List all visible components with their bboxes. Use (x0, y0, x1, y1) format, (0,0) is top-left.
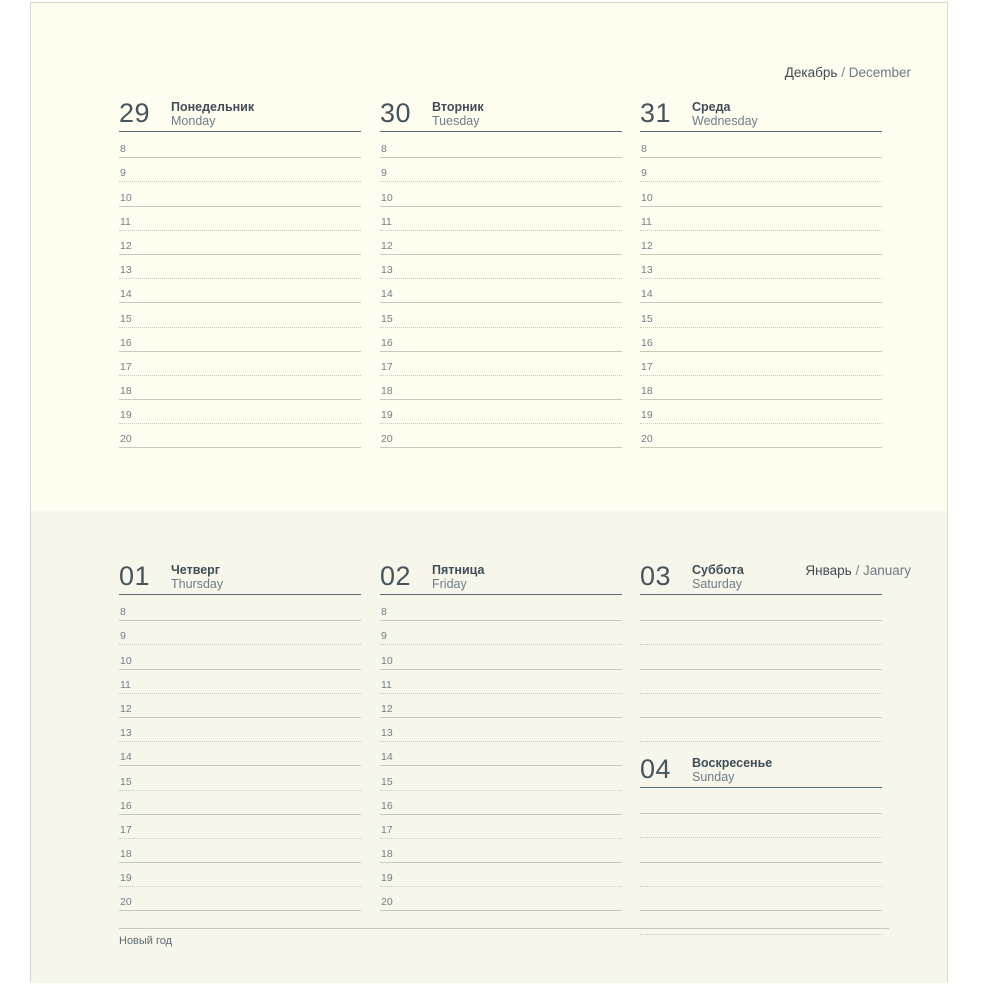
hour-rows (380, 134, 622, 448)
hour-row[interactable] (640, 424, 882, 448)
hour-row[interactable] (119, 839, 361, 863)
hour-label: 9 (120, 630, 126, 643)
hour-label: 12 (381, 702, 393, 715)
hour-row[interactable] (119, 815, 361, 839)
hour-label: 17 (120, 823, 132, 836)
hour-rows (119, 134, 361, 448)
hour-row[interactable] (640, 279, 882, 303)
hour-row[interactable] (640, 352, 882, 376)
hour-label: 18 (120, 385, 132, 398)
hour-label: 17 (381, 360, 393, 373)
hour-label: 11 (381, 678, 392, 691)
hour-row[interactable] (380, 621, 622, 645)
day-names (171, 563, 223, 593)
day-name-ru: Пятница (432, 562, 485, 577)
month-label-en: December (848, 65, 911, 80)
day-number: 01 (119, 561, 151, 591)
hour-row[interactable] (380, 303, 622, 327)
hour-row[interactable] (380, 400, 622, 424)
hour-label: 14 (120, 288, 132, 301)
hour-label: 18 (120, 848, 132, 861)
hour-label: 18 (641, 385, 653, 398)
hour-row[interactable] (380, 182, 622, 206)
hour-label: 9 (641, 167, 647, 180)
hour-row[interactable] (380, 352, 622, 376)
day-name-en: Wednesday (692, 114, 758, 129)
hour-label: 16 (120, 336, 132, 349)
hour-row[interactable] (380, 376, 622, 400)
hour-label: 20 (381, 896, 393, 909)
hour-label: 14 (381, 751, 393, 764)
note-row[interactable] (640, 863, 882, 887)
hour-label: 20 (381, 433, 393, 446)
hour-row[interactable] (380, 839, 622, 863)
note-row[interactable] (640, 597, 882, 621)
hour-label: 15 (381, 775, 393, 788)
hour-row[interactable] (119, 231, 361, 255)
holiday-note (119, 928, 889, 947)
hour-label: 14 (641, 288, 653, 301)
hour-label: 15 (120, 312, 132, 325)
hour-row[interactable] (119, 597, 361, 621)
hour-label: 11 (381, 215, 392, 228)
note-row[interactable] (640, 670, 882, 694)
day-number: 04 (640, 754, 672, 784)
hour-label: 19 (120, 409, 132, 422)
hour-row[interactable] (119, 158, 361, 182)
hour-row[interactable] (380, 597, 622, 621)
hour-label: 19 (120, 872, 132, 885)
note-rows (640, 597, 882, 742)
hour-label: 18 (381, 848, 393, 861)
hour-row[interactable] (640, 231, 882, 255)
note-row[interactable] (640, 887, 882, 911)
hour-row[interactable] (380, 645, 622, 669)
day-number: 30 (380, 98, 412, 128)
day-name-en: Tuesday (432, 114, 480, 129)
hour-row[interactable] (119, 255, 361, 279)
planner-page (30, 2, 948, 982)
hour-row[interactable] (640, 303, 882, 327)
hour-row[interactable] (119, 645, 361, 669)
note-row[interactable] (640, 838, 882, 862)
hour-label: 8 (381, 606, 387, 619)
hour-row[interactable] (380, 694, 622, 718)
hour-row[interactable] (380, 863, 622, 887)
day-names (432, 563, 484, 593)
hour-row[interactable] (640, 328, 882, 352)
note-row[interactable] (640, 790, 882, 814)
day-name-ru: Четверг (171, 562, 221, 577)
hour-label: 17 (641, 360, 653, 373)
hour-row[interactable] (119, 303, 361, 327)
hour-label: 20 (120, 896, 132, 909)
day-header (640, 558, 882, 595)
hour-row[interactable] (380, 279, 622, 303)
hour-label: 13 (381, 727, 393, 740)
hour-label: 9 (381, 630, 387, 643)
hour-rows (640, 134, 882, 448)
hour-row[interactable] (380, 718, 622, 742)
day-name-en: Thursday (171, 577, 224, 592)
note-row[interactable] (640, 621, 882, 645)
hour-row[interactable] (119, 207, 361, 231)
hour-label: 13 (120, 264, 132, 277)
month-label-december (785, 65, 911, 80)
hour-row[interactable] (119, 718, 361, 742)
hour-row[interactable] (380, 887, 622, 911)
hour-label: 9 (381, 167, 387, 180)
hour-label: 11 (120, 678, 131, 691)
day-header (640, 751, 882, 788)
hour-row[interactable] (380, 134, 622, 158)
hour-row[interactable] (119, 863, 361, 887)
hour-label: 11 (641, 215, 652, 228)
hour-row[interactable] (640, 182, 882, 206)
day-name-ru: Среда (692, 99, 731, 114)
hour-label: 16 (381, 336, 393, 349)
hour-label: 15 (381, 312, 393, 325)
hour-label: 20 (120, 433, 132, 446)
day-name-en: Sunday (692, 770, 735, 785)
day-number: 03 (640, 561, 672, 591)
day-header (119, 95, 361, 132)
hour-label: 17 (381, 823, 393, 836)
hour-row[interactable] (119, 352, 361, 376)
hour-row[interactable] (380, 231, 622, 255)
holiday-note-label: Новый год (119, 935, 173, 947)
hour-row[interactable] (380, 207, 622, 231)
hour-row[interactable] (640, 255, 882, 279)
hour-label: 14 (381, 288, 393, 301)
month-label-ru: Январь (805, 563, 852, 578)
hour-label: 18 (381, 385, 393, 398)
day-block-tuesday[interactable] (380, 95, 622, 448)
hour-row[interactable] (640, 134, 882, 158)
hour-row[interactable] (119, 424, 361, 448)
day-name-ru: Суббота (692, 562, 744, 577)
day-header (119, 558, 361, 595)
day-block-friday[interactable] (380, 558, 622, 911)
hour-label: 10 (381, 191, 393, 204)
day-name-ru: Вторник (432, 99, 484, 114)
day-names (171, 100, 254, 130)
hour-label: 19 (381, 872, 393, 885)
hour-label: 12 (120, 702, 132, 715)
hour-label: 10 (641, 191, 653, 204)
day-block-monday[interactable] (119, 95, 361, 448)
hour-row[interactable] (119, 766, 361, 790)
day-names (692, 563, 744, 593)
hour-row[interactable] (380, 742, 622, 766)
month-label-en: January (862, 563, 911, 578)
hour-label: 12 (641, 239, 653, 252)
hour-row[interactable] (119, 742, 361, 766)
day-header (380, 95, 622, 132)
hour-label: 19 (641, 409, 653, 422)
hour-row[interactable] (640, 207, 882, 231)
hour-label: 13 (120, 727, 132, 740)
hour-row[interactable] (119, 621, 361, 645)
hour-label: 19 (381, 409, 393, 422)
hour-label: 14 (120, 751, 132, 764)
day-block-thursday[interactable] (119, 558, 361, 911)
hour-row[interactable] (119, 400, 361, 424)
note-row[interactable] (640, 694, 882, 718)
day-name-ru: Воскресенье (692, 755, 773, 770)
hour-row[interactable] (640, 158, 882, 182)
month-label-separator: / (841, 65, 845, 80)
hour-label: 10 (120, 654, 132, 667)
day-number: 02 (380, 561, 412, 591)
day-block-wednesday[interactable] (640, 95, 882, 448)
hour-label: 10 (381, 654, 393, 667)
day-name-ru: Понедельник (171, 99, 255, 114)
hour-label: 16 (641, 336, 653, 349)
day-block-saturday[interactable] (640, 558, 882, 742)
hour-row[interactable] (119, 279, 361, 303)
month-label-separator: / (855, 563, 860, 578)
hour-row[interactable] (380, 815, 622, 839)
hour-row[interactable] (380, 255, 622, 279)
hour-row[interactable] (119, 328, 361, 352)
hour-label: 8 (641, 143, 647, 156)
hour-row[interactable] (119, 376, 361, 400)
note-row[interactable] (640, 718, 882, 742)
hour-row[interactable] (119, 694, 361, 718)
day-name-en: Saturday (692, 577, 743, 592)
day-header (380, 558, 622, 595)
hour-row[interactable] (119, 670, 361, 694)
hour-label: 16 (381, 799, 393, 812)
hour-row[interactable] (119, 791, 361, 815)
hour-label: 12 (381, 239, 393, 252)
note-rows (640, 790, 882, 935)
hour-label: 20 (641, 433, 653, 446)
hour-row[interactable] (640, 376, 882, 400)
day-header (640, 95, 882, 132)
hour-label: 10 (120, 191, 132, 204)
day-block-sunday[interactable] (640, 751, 882, 935)
day-names (432, 100, 484, 130)
hour-row[interactable] (119, 182, 361, 206)
hour-rows (119, 597, 361, 911)
hour-row[interactable] (380, 328, 622, 352)
hour-row[interactable] (119, 134, 361, 158)
hour-label: 12 (120, 239, 132, 252)
hour-row[interactable] (380, 791, 622, 815)
hour-label: 16 (120, 799, 132, 812)
hour-row[interactable] (380, 670, 622, 694)
hour-label: 17 (120, 360, 132, 373)
hour-row[interactable] (380, 424, 622, 448)
day-names (692, 756, 772, 786)
hour-rows (380, 597, 622, 911)
day-number: 31 (640, 98, 672, 128)
hour-label: 8 (381, 143, 387, 156)
hour-row[interactable] (380, 158, 622, 182)
day-name-en: Friday (432, 577, 467, 592)
hour-label: 8 (120, 143, 126, 156)
hour-label: 13 (381, 264, 393, 277)
day-number: 29 (119, 98, 151, 128)
hour-label: 13 (641, 264, 653, 277)
day-name-en: Monday (171, 114, 216, 129)
hour-label: 15 (641, 312, 653, 325)
hour-label: 15 (120, 775, 132, 788)
hour-row[interactable] (119, 887, 361, 911)
month-label-ru: Декабрь (784, 65, 838, 80)
hour-label: 11 (120, 215, 131, 228)
hour-row[interactable] (640, 400, 882, 424)
hour-row[interactable] (380, 766, 622, 790)
note-row[interactable] (640, 814, 882, 838)
day-names (692, 100, 758, 130)
hour-label: 8 (120, 606, 126, 619)
hour-label: 9 (120, 167, 126, 180)
note-row[interactable] (640, 645, 882, 669)
